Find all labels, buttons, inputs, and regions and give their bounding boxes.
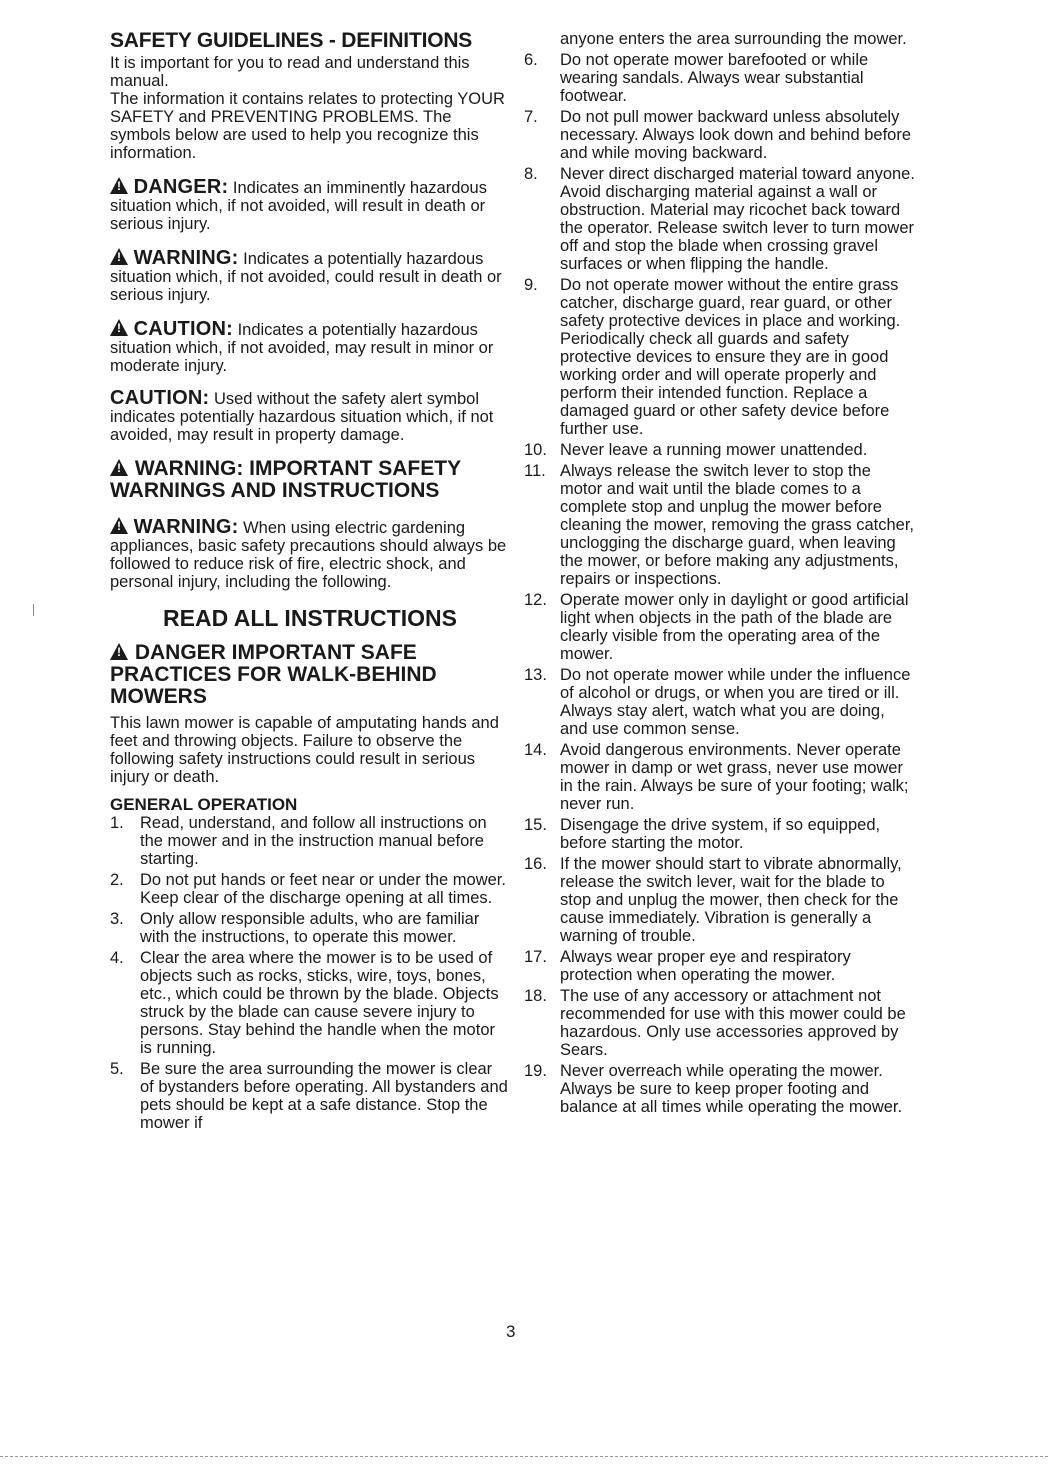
list-item: 14. Avoid dangerous environments. Never operate mower in damp or wet grass, never use mower in the rain. Always be sure of your footing; walk; never run. bbox=[524, 741, 909, 813]
list-item: 19. Never overreach while operating the mower. Always be sure to keep proper footing and balance at all times while operating the mower. bbox=[524, 1062, 903, 1116]
important-warnings-heading: ! WARNING: IMPORTANT SAFETY WARNINGS AND INSTRUCTIONS bbox=[110, 458, 510, 502]
list-item: 1. Read, understand, and follow all instructions on the mower and in the instruction manual before starting. bbox=[110, 814, 487, 868]
right-instruction-list bbox=[524, 51, 916, 1116]
right-column bbox=[524, 30, 916, 1119]
electric-warning-text: When using electric gardening appliances, basic safety precautions should always be followed to reduce risk of fire, electric shock, and personal injury, including the following. bbox=[110, 519, 507, 591]
caution-plain-text: Used without the safety alert symbol indicates potentially hazardous situation which, if not avoided, may result in property damage. bbox=[110, 390, 494, 444]
caution-text: Indicates a potentially hazardous situation which, if not avoided, may result in minor or moderate injury. bbox=[110, 321, 494, 375]
intro-paragraph: It is important for you to read and understand this manual. bbox=[110, 54, 470, 90]
list-item: 7. Do not pull mower backward unless absolutely necessary. Always look down and behind before and while moving backward. bbox=[524, 108, 911, 162]
list-item: 16. If the mower should start to vibrate abnormally, release the switch lever, wait for the blade to stop and unplug the mower, then check for the cause immediately. Vibration is generally a warning of trouble. bbox=[524, 855, 902, 945]
list-item: 11. Always release the switch lever to stop the motor and wait until the blade comes to a complete stop and unplug the mower before cleaning the mower, removing the grass catcher, unclogging the discharge guard, when leaving the mower, or before making any adjustments, repairs or inspections. bbox=[524, 462, 915, 588]
danger-label: DANGER: bbox=[133, 176, 229, 198]
warning-text: Indicates a potentially hazardous situation which, if not avoided, could result in death or serious injury. bbox=[110, 250, 502, 304]
left-instruction-list bbox=[110, 814, 510, 1132]
safety-alert-icon bbox=[110, 643, 128, 660]
list-item: 6. Do not operate mower barefooted or while wearing sandals. Always wear substantial footwear. bbox=[524, 51, 869, 105]
list-item: 9. Do not operate mower without the entire grass catcher, discharge guard, rear guard, or other safety protective devices in place and working. Periodically check all guards and safety protective devices to ensure they are in good working order and will operate properly and perform their intended function. Replace a damaged guard or other safety device before further use. bbox=[524, 276, 901, 438]
danger-definition bbox=[110, 176, 510, 233]
caution-no-symbol-definition bbox=[110, 389, 510, 444]
left-column bbox=[110, 30, 510, 1135]
list-item: 4. Clear the area where the mower is to be used of objects such as rocks, sticks, wire, toys, bones, etc., which could be thrown by the blade. Objects struck by the blade can cause severe injury to persons. Stay behind the handle when the motor is running. bbox=[110, 949, 499, 1057]
warning-label-2: WARNING: bbox=[133, 516, 239, 538]
list-item: 3. Only allow responsible adults, who are familiar with the instructions, to operate this mower. bbox=[110, 910, 480, 946]
electric-warning bbox=[110, 516, 510, 591]
continued-text: anyone enters the area surrounding the mower. bbox=[560, 30, 907, 48]
list-item: 5. Be sure the area surrounding the mower is clear of bystanders before operating. All bystanders and pets should be kept at a safe distance. Stop the mower if bbox=[110, 1060, 508, 1132]
safety-alert-icon bbox=[110, 248, 128, 265]
intro-paragraph-2: The information it contains relates to protecting YOUR SAFETY and PREVENTING PROBLEMS. The symbols below are used to help you recognize this information. bbox=[110, 90, 505, 162]
caution-definition bbox=[110, 318, 510, 375]
list-item: 10. Never leave a running mower unattended. bbox=[524, 441, 868, 459]
section-heading: SAFETY GUIDELINES - DEFINITIONS bbox=[110, 29, 473, 52]
danger-practices-heading: ! DANGER IMPORTANT SAFE PRACTICES FOR WALK-BEHIND MOWERS bbox=[110, 642, 510, 708]
list-item: 13. Do not operate mower while under the influence of alcohol or drugs, or when you are tired or ill. Always stay alert, watch what you are doing, and use common sense. bbox=[524, 666, 911, 738]
list-item: 12. Operate mower only in daylight or good artificial light when objects in the path of the blade are clearly visible from the operating area of the mower. bbox=[524, 591, 909, 663]
mower-intro: This lawn mower is capable of amputating hands and feet and throwing objects. Failure to observe the following safety instructions could result in serious injury or death. bbox=[110, 714, 499, 786]
caution-label-plain: CAUTION: bbox=[110, 387, 210, 409]
general-operation-heading: GENERAL OPERATION bbox=[110, 795, 298, 814]
page-number: 3 bbox=[506, 1322, 516, 1341]
safety-alert-icon bbox=[110, 517, 128, 534]
warning-label: WARNING: bbox=[133, 247, 239, 269]
caution-label: CAUTION: bbox=[133, 318, 233, 340]
list-item: 15. Disengage the drive system, if so equipped, before starting the motor. bbox=[524, 816, 881, 852]
margin-mark bbox=[33, 604, 34, 616]
warning-definition bbox=[110, 247, 510, 304]
danger-text: Indicates an imminently hazardous situation which, if not avoided, will result in death or serious injury. bbox=[110, 179, 487, 233]
safety-alert-icon bbox=[110, 459, 128, 476]
list-item: 2. Do not put hands or feet near or under the mower. Keep clear of the discharge opening at all times. bbox=[110, 871, 506, 907]
bottom-divider bbox=[0, 1456, 1048, 1457]
list-item: 18. The use of any accessory or attachment not recommended for use with this mower could be hazardous. Only use accessories approved by Sears. bbox=[524, 987, 906, 1059]
list-item: 8. Never direct discharged material toward anyone. Avoid discharging material against a wall or obstruction. Material may ricochet back toward the operator. Release switch lever to turn mower off and stop the blade when crossing gravel surfaces or when flipping the handle. bbox=[524, 165, 915, 273]
safety-alert-icon bbox=[110, 177, 128, 194]
safety-alert-icon bbox=[110, 319, 128, 336]
list-item: 17. Always wear proper eye and respiratory protection when operating the mower. bbox=[524, 948, 851, 984]
read-all-instructions: READ ALL INSTRUCTIONS bbox=[163, 605, 457, 631]
